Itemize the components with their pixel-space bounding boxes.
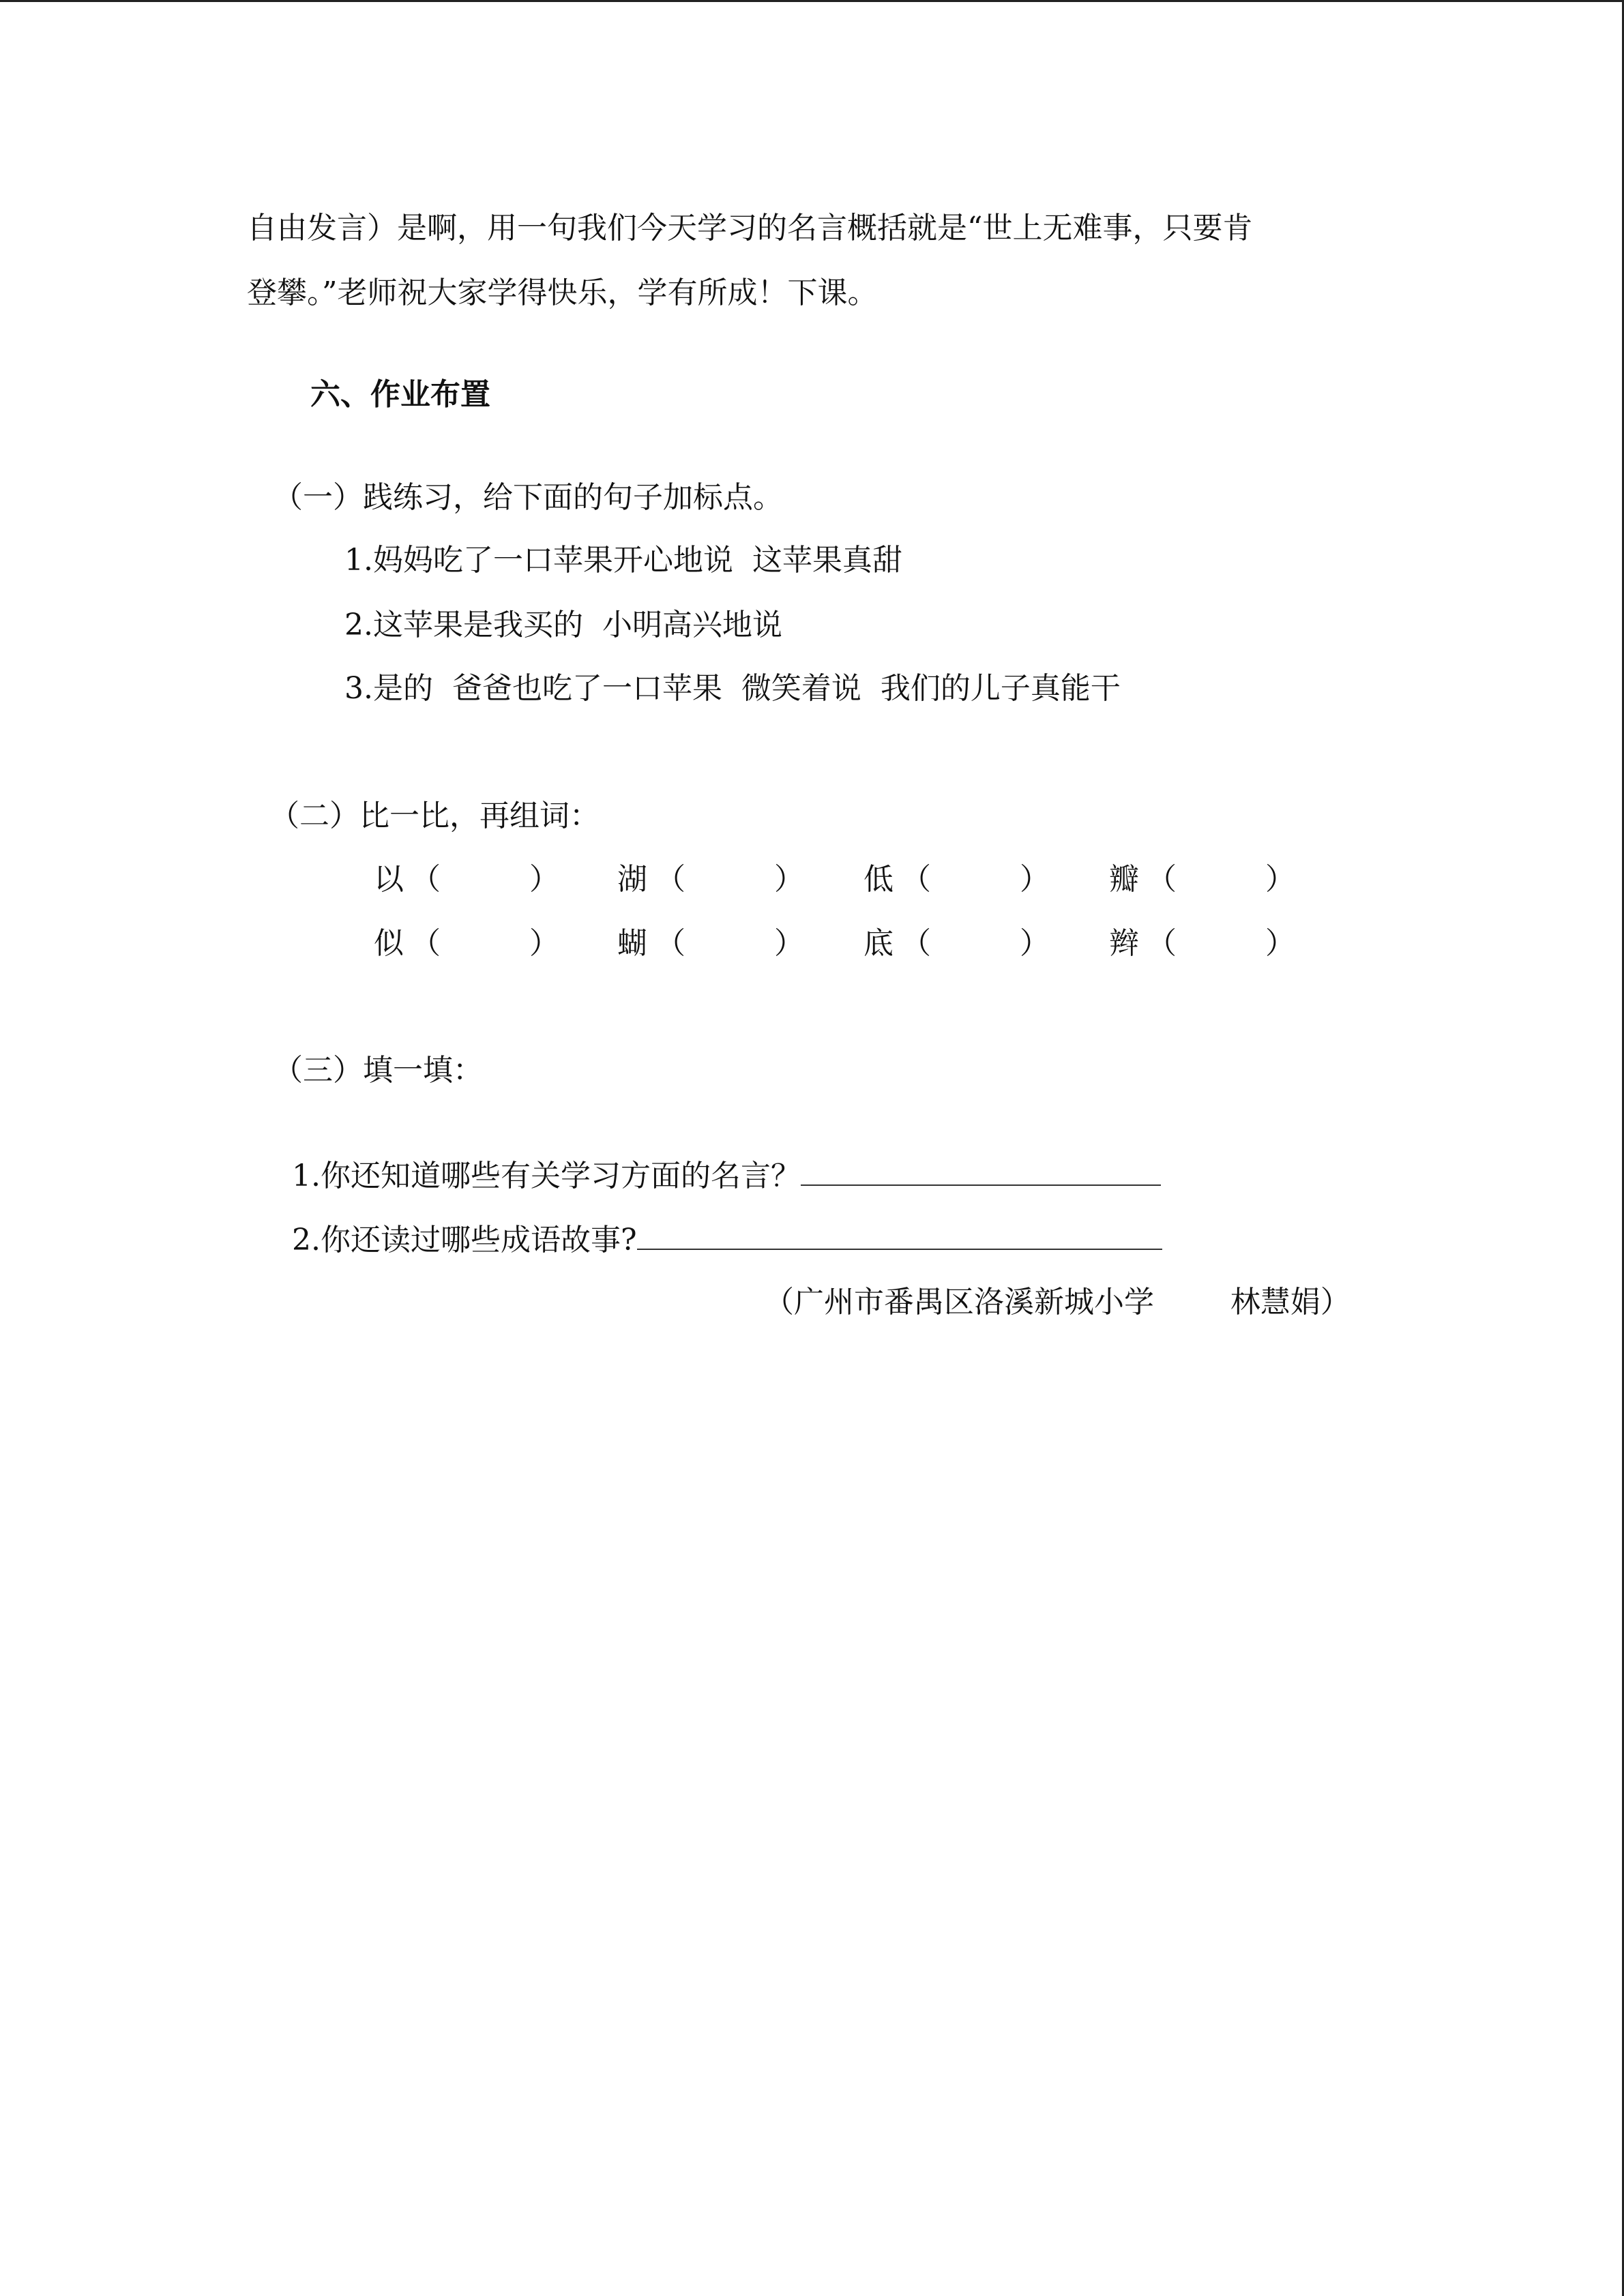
compare-char: 以: [374, 862, 404, 897]
compare-char: 低: [863, 862, 894, 897]
open-paren: （: [411, 926, 441, 961]
open-paren: （: [411, 862, 441, 897]
close-paren: ）: [529, 862, 559, 897]
question-2-text: 2.你还读过哪些成语故事?: [291, 1223, 637, 1257]
open-paren: （: [901, 862, 931, 897]
part1-item-1: 1.妈妈吃了一口苹果开心地说 这苹果真甜: [344, 543, 902, 578]
compare-char: 蝴: [617, 926, 647, 961]
open-paren: （: [655, 926, 685, 961]
question-1-text: 1.你还知道哪些有关学习方面的名言？: [291, 1159, 801, 1193]
close-paren: ）: [1020, 926, 1050, 961]
section-heading: 六、作业布置: [310, 377, 490, 412]
part1-title: （一）践练习，给下面的句子加标点。: [273, 480, 783, 515]
part3-question-2: [273, 1178, 1162, 1261]
answer-blank-2[interactable]: [637, 1219, 1162, 1250]
compare-char: 似: [374, 926, 404, 961]
part1-item-3: 3.是的 爸爸也吃了一口苹果 微笑着说 我们的儿子真能干: [344, 671, 1121, 706]
part3-title: （三）填一填：: [273, 1053, 483, 1088]
open-paren: （: [1147, 926, 1177, 961]
close-paren: ）: [529, 926, 559, 961]
intro-line-1: 自由发言）是啊，用一句我们今天学习的名言概括就是“世上无难事，只要肯: [247, 211, 1253, 245]
open-paren: （: [901, 926, 931, 961]
open-paren: （: [655, 862, 685, 897]
compare-char: 辫: [1109, 926, 1139, 961]
close-paren: ）: [1020, 862, 1050, 897]
compare-char: 湖: [617, 862, 647, 897]
intro-line-2: 登攀。”老师祝大家学得快乐，学有所成！下课。: [247, 275, 878, 310]
part2-title: （二）比一比，再组词：: [269, 799, 600, 833]
author-signature: （广州市番禺区洛溪新城小学 林慧娟）: [764, 1285, 1350, 1320]
compare-char: 瓣: [1109, 862, 1139, 897]
close-paren: ）: [774, 926, 804, 961]
close-paren: ）: [1265, 926, 1295, 961]
page-top-border: [0, 0, 1624, 2]
open-paren: （: [1147, 862, 1177, 897]
close-paren: ）: [1265, 862, 1295, 897]
close-paren: ）: [774, 862, 804, 897]
compare-char: 底: [863, 926, 894, 961]
part1-item-2: 2.这苹果是我买的 小明高兴地说: [344, 608, 782, 642]
